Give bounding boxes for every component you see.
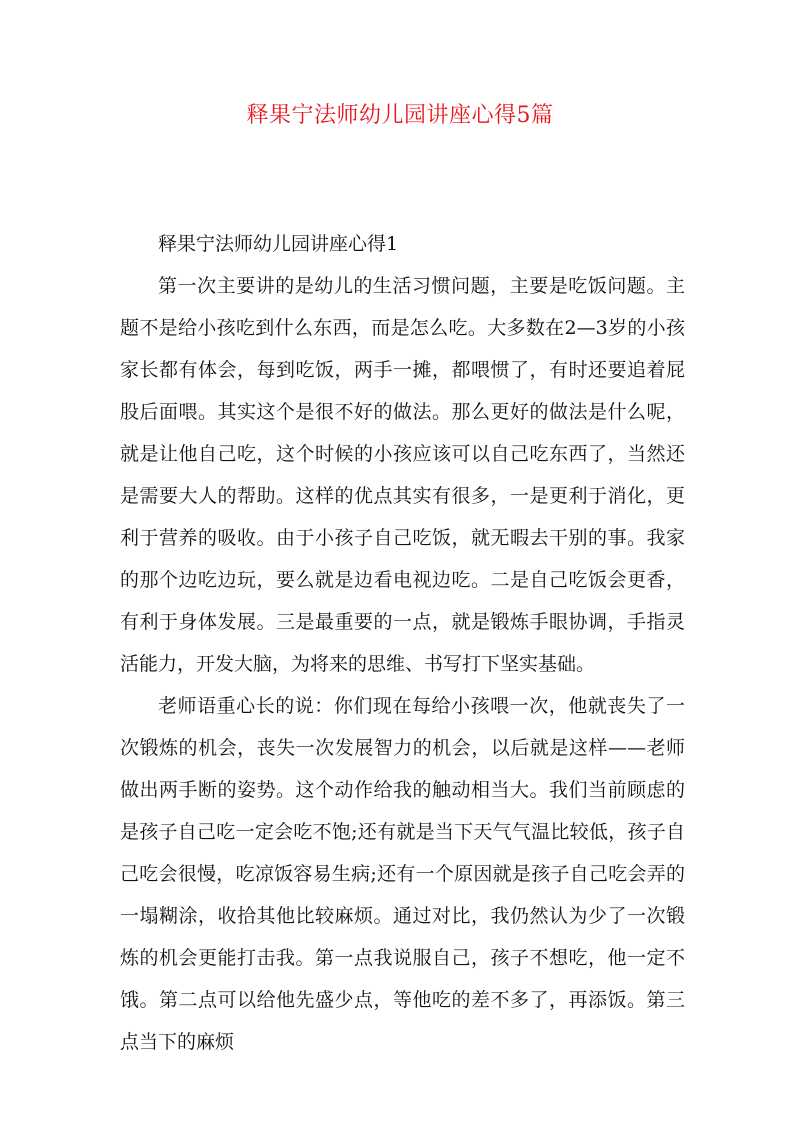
document-title: 释果宁法师幼儿园讲座心得5篇 (246, 103, 554, 128)
section-heading: 释果宁法师幼儿园讲座心得1 (158, 233, 399, 255)
document-body (120, 223, 685, 1063)
body-paragraph: 第一次主要讲的是幼儿的生活习惯问题，主要是吃饭问题。主题不是给小孩吃到什么东西，而是怎么吃。大多数在2—3岁的小孩家长都有体会，每到吃饭，两手一摊，都喂惯了，有时还要追着屁股后面喂。其实这个是很不好的做法。那么更好的做法是什么呢，就是让他自己吃，这个时候的小孩应该可以自己吃东西了，当然还是需要大人的帮助。这样的优点其实有很多，一是更利于消化，更利于营养的吸收。由于小孩子自己吃饭，就无暇去干别的事。我家的那个边吃边玩，要么就是边看电视边吃。二是自己吃饭会更香，有利于身体发展。三是最重要的一点，就是锻炼手眼协调，手指灵活能力，开发大脑，为将来的思维、书写打下坚实基础。 (120, 275, 685, 675)
body-paragraph: 老师语重心长的说：你们现在每给小孩喂一次，他就丧失了一次锻炼的机会，丧失一次发展智力的机会，以后就是这样——老师做出两手断的姿势。这个动作给我的触动相当大。我们当前顾虑的是孩子自己吃一定会吃不饱;还有就是当下天气气温比较低，孩子自己吃会很慢，吃凉饭容易生病;还有一个原因就是孩子自己吃会弄的一塌糊涂，收拾其他比较麻烦。通过对比，我仍然认为少了一次锻炼的机会更能打击我。第一点我说服自己，孩子不想吃，他一定不饿。第二点可以给他先盛少点，等他吃的差不多了，再添饭。第三点当下的麻烦 (120, 695, 685, 1053)
